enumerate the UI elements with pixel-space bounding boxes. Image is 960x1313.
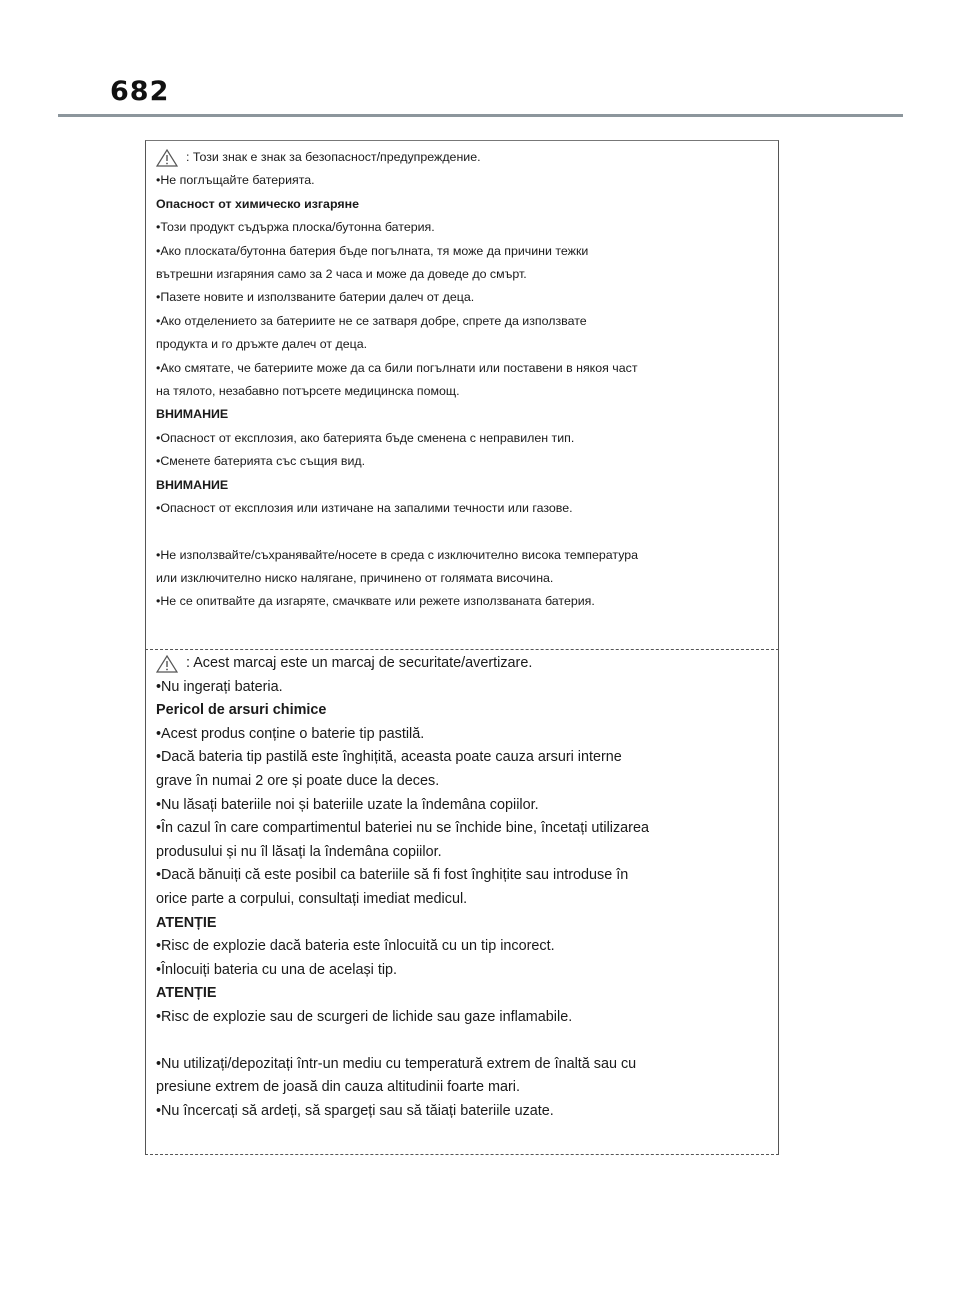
bg-heading: Опасност от химическо изгаряне xyxy=(156,196,359,211)
ro-line: •Acest produs conține o baterie tip pastilă. xyxy=(156,725,425,742)
bg-heading: ВНИМАНИЕ xyxy=(156,477,229,492)
bg-line: на тялото, незабавно потърсете медицинска помощ. xyxy=(156,384,460,399)
ro-line: •Risc de explozie dacă bateria este înlocuită cu un tip incorect. xyxy=(156,938,555,955)
warning-triangle-icon xyxy=(156,149,178,167)
bg-warning-text: : Този знак е знак за безопасност/предупреждение. xyxy=(186,150,481,164)
header-rule xyxy=(58,114,903,117)
page-number: 682 xyxy=(110,76,170,107)
ro-warning-line xyxy=(156,652,766,676)
bg-warning-line xyxy=(156,146,766,169)
ro-line: •Nu încercați să ardeți, să spargeți sau să tăiați bateriile uzate. xyxy=(156,1102,554,1119)
warning-triangle-icon xyxy=(156,655,178,673)
bulgarian-section xyxy=(156,146,766,614)
section-divider xyxy=(145,649,779,650)
romanian-section xyxy=(156,652,766,1123)
ro-line: produsului și nu îl lăsați la îndemâna copiilor. xyxy=(156,843,442,860)
ro-line: •Dacă bănuiți că este posibil ca bateriile să fi fost înghițite sau introduse în xyxy=(156,867,629,884)
bg-line: •Не използвайте/съхранявайте/носете в среда с изключително висока температура xyxy=(156,547,639,562)
bg-line: •Ако плоската/бутонна батерия бъде погълната, тя може да причини тежки xyxy=(156,243,589,258)
ro-line: •În cazul în care compartimentul bateriei nu se închide bine, încetați utilizarea xyxy=(156,820,649,837)
ro-line: •Înlocuiți bateria cu una de același tip. xyxy=(156,961,398,978)
bg-line: •Ако смятате, че батериите може да са били погълнати или поставени в някоя част xyxy=(156,360,638,375)
ro-line: •Dacă bateria tip pastilă este înghițită, aceasta poate cauza arsuri interne xyxy=(156,749,622,766)
ro-line: orice parte a corpului, consultați imediat medicul. xyxy=(156,890,468,907)
bg-line: •Пазете новите и използваните батерии далеч от деца. xyxy=(156,290,475,305)
bg-line: •Ако отделението за батериите не се затваря добре, спрете да използвате xyxy=(156,313,587,328)
bg-line: вътрешни изгаряния само за 2 часа и може да доведе до смърт. xyxy=(156,267,527,282)
bg-line: продукта и го дръжте далеч от деца. xyxy=(156,337,368,352)
frame-bottom-rule xyxy=(145,1154,779,1155)
bg-line: •Опасност от експлозия или изтичане на запалими течности или газове. xyxy=(156,501,573,516)
ro-heading: ATENȚIE xyxy=(156,985,217,1002)
bg-line: •Този продукт съдържа плоска/бутонна батерия. xyxy=(156,220,435,235)
ro-line: presiune extrem de joasă din cauza altitudinii foarte mari. xyxy=(156,1079,520,1096)
bg-line: или изключително ниско налягане, причинено от голямата височина. xyxy=(156,570,554,585)
ro-warning-text: : Acest marcaj este un marcaj de securitate/avertizare. xyxy=(186,655,533,671)
bg-line: •Опасност от експлозия, ако батерията бъде сменена с неправилен тип. xyxy=(156,430,575,445)
ro-line: •Nu lăsați bateriile noi și bateriile uzate la îndemâna copiilor. xyxy=(156,796,539,813)
bg-line: •Не поглъщайте батерията. xyxy=(156,173,315,188)
bg-line: •Не се опитвайте да изгаряте, смачквате или режете използваната батерия. xyxy=(156,594,595,609)
ro-line: •Nu utilizați/depozitați într-un mediu cu temperatură extrem de înaltă sau cu xyxy=(156,1055,637,1072)
bg-heading: ВНИМАНИЕ xyxy=(156,407,229,422)
ro-heading: Pericol de arsuri chimice xyxy=(156,702,327,719)
ro-line: •Nu ingerați bateria. xyxy=(156,678,283,695)
ro-heading: ATENȚIE xyxy=(156,914,217,931)
ro-line: •Risc de explozie sau de scurgeri de lichide sau gaze inflamabile. xyxy=(156,1008,573,1025)
bg-line: •Сменете батерията със същия вид. xyxy=(156,454,366,469)
ro-line: grave în numai 2 ore și poate duce la deces. xyxy=(156,772,440,789)
